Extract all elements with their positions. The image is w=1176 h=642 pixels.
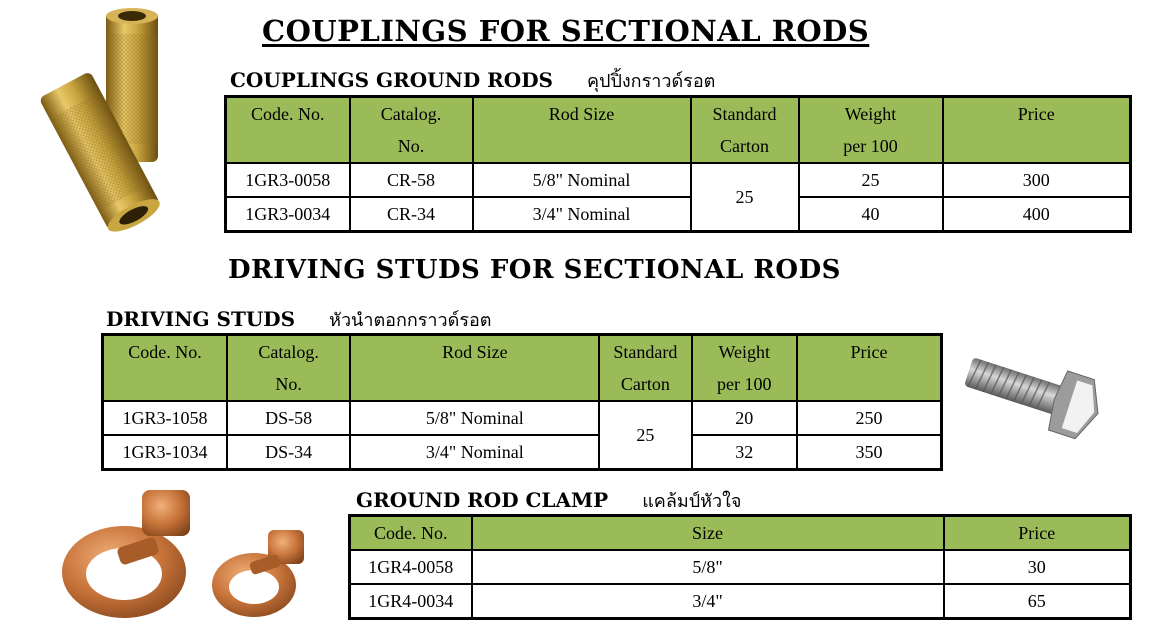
cell-rod-size: 3/4" Nominal xyxy=(473,197,691,232)
cell-weight: 25 xyxy=(799,163,943,197)
studs-heading xyxy=(106,305,492,334)
col-weight: Weight per 100 xyxy=(692,335,797,402)
cell-code: 1GR3-1058 xyxy=(103,401,227,435)
table-row xyxy=(103,401,942,435)
col-rod-size: Rod Size xyxy=(473,97,691,164)
cell-rod-size: 5/8" Nominal xyxy=(350,401,599,435)
cell-weight: 20 xyxy=(692,401,797,435)
table-header-row xyxy=(226,97,1131,164)
couplings-heading-text: COUPLINGS GROUND RODS xyxy=(230,68,553,92)
col-catalog: Catalog. No. xyxy=(350,97,473,164)
col-weight: Weight per 100 xyxy=(799,97,943,164)
page-title: COUPLINGS FOR SECTIONAL RODS xyxy=(262,14,870,48)
cell-catalog: DS-34 xyxy=(227,435,350,470)
col-standard-carton: Standard Carton xyxy=(691,97,799,164)
cell-price: 300 xyxy=(943,163,1131,197)
col-price: Price xyxy=(944,516,1131,551)
col-size: Size xyxy=(472,516,944,551)
coupling-photo xyxy=(20,4,180,234)
cell-catalog: CR-58 xyxy=(350,163,473,197)
cell-price: 65 xyxy=(944,584,1131,619)
cell-price: 400 xyxy=(943,197,1131,232)
table-row xyxy=(350,584,1131,619)
ground-rod-clamp-photo xyxy=(44,482,334,627)
couplings-heading xyxy=(230,66,715,95)
cell-price: 30 xyxy=(944,550,1131,584)
col-standard-carton: Standard Carton xyxy=(599,335,691,402)
cell-price: 350 xyxy=(797,435,942,470)
cell-size: 3/4" xyxy=(472,584,944,619)
couplings-table xyxy=(224,95,1132,233)
table-row xyxy=(226,163,1131,197)
cell-weight: 32 xyxy=(692,435,797,470)
col-rod-size: Rod Size xyxy=(350,335,599,402)
table-row xyxy=(103,435,942,470)
col-catalog: Catalog. No. xyxy=(227,335,350,402)
cell-price: 250 xyxy=(797,401,942,435)
cell-size: 5/8" xyxy=(472,550,944,584)
cell-rod-size: 3/4" Nominal xyxy=(350,435,599,470)
cell-code: 1GR3-0034 xyxy=(226,197,350,232)
clamp-heading xyxy=(356,486,741,515)
col-code: Code. No. xyxy=(103,335,227,402)
studs-heading-thai: หัวนำตอกกราวด์รอต xyxy=(329,310,492,331)
cell-code: 1GR4-0034 xyxy=(350,584,472,619)
driving-stud-photo xyxy=(958,346,1108,446)
col-code: Code. No. xyxy=(350,516,472,551)
clamp-heading-text: GROUND ROD CLAMP xyxy=(356,488,609,512)
table-row xyxy=(226,197,1131,232)
table-header-row xyxy=(350,516,1131,551)
col-code: Code. No. xyxy=(226,97,350,164)
col-price: Price xyxy=(943,97,1131,164)
table-header-row xyxy=(103,335,942,402)
cell-code: 1GR4-0058 xyxy=(350,550,472,584)
couplings-heading-thai: คุปปิ้งกราวด์รอต xyxy=(587,71,716,92)
clamp-table xyxy=(348,514,1132,620)
studs-table xyxy=(101,333,943,471)
cell-code: 1GR3-1034 xyxy=(103,435,227,470)
table-row xyxy=(350,550,1131,584)
studs-title: DRIVING STUDS FOR SECTIONAL RODS xyxy=(228,255,841,285)
cell-code: 1GR3-0058 xyxy=(226,163,350,197)
cell-weight: 40 xyxy=(799,197,943,232)
cell-carton: 25 xyxy=(599,401,691,470)
col-price: Price xyxy=(797,335,942,402)
cell-rod-size: 5/8" Nominal xyxy=(473,163,691,197)
clamp-heading-thai: แคล้มป์หัวใจ xyxy=(642,491,742,512)
cell-carton: 25 xyxy=(691,163,799,232)
studs-heading-text: DRIVING STUDS xyxy=(106,307,296,331)
cell-catalog: DS-58 xyxy=(227,401,350,435)
cell-catalog: CR-34 xyxy=(350,197,473,232)
